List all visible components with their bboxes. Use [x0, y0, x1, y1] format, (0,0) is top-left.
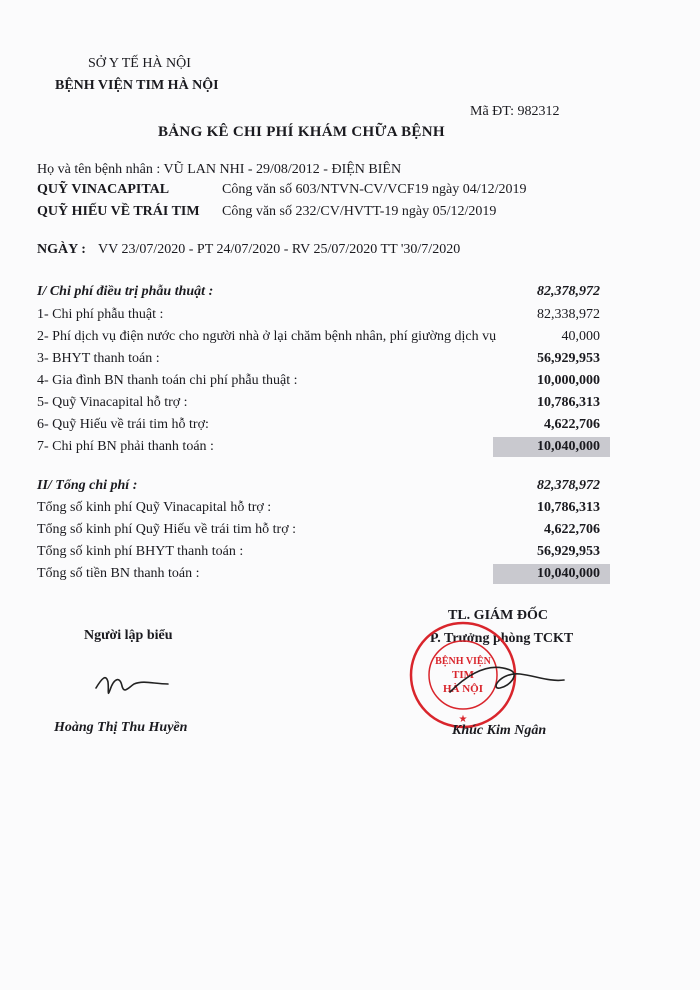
preparer-signature	[92, 668, 172, 704]
table-row	[0, 500, 700, 520]
dates-label: NGÀY :	[37, 242, 86, 257]
fund-vinacapital-name: QUỸ VINACAPITAL	[37, 182, 170, 197]
row-label: 6- Quỹ Hiếu về trái tim hỗ trợ:	[37, 417, 209, 432]
dates-value: VV 23/07/2020 - PT 24/07/2020 - RV 25/07/2020 TT '30/7/2020	[98, 242, 461, 257]
table-row	[0, 329, 700, 349]
row-value: 82,338,972	[537, 307, 600, 322]
patient-info: Họ và tên bệnh nhân : VŨ LAN NHI - 29/08/2012 - ĐIỆN BIÊN	[37, 162, 402, 177]
row-label: 3- BHYT thanh toán :	[37, 351, 160, 366]
table-row	[0, 417, 700, 437]
table-row	[0, 373, 700, 393]
director-name: Khúc Kim Ngân	[452, 723, 547, 738]
row-label: 5- Quỹ Vinacapital hỗ trợ :	[37, 395, 188, 410]
preparer-name: Hoàng Thị Thu Huyền	[54, 720, 188, 735]
row-label: Tổng số kinh phí Quỹ Hiếu về trái tim hỗ trợ :	[37, 522, 296, 537]
row-label: 7- Chi phí BN phải thanh toán :	[37, 439, 214, 454]
department-name: SỞ Y TẾ HÀ NỘI	[88, 56, 191, 71]
row-value: 40,000	[561, 329, 600, 344]
highlight-cell	[493, 564, 610, 584]
row-value: 4,622,706	[544, 522, 600, 537]
row-value: 10,786,313	[537, 395, 600, 410]
row-label: 2- Phí dịch vụ điện nước cho người nhà ở lại chăm bệnh nhân, phí giường dịch vụ	[37, 329, 497, 344]
section2-total: 82,378,972	[537, 478, 600, 493]
page-title: BẢNG KÊ CHI PHÍ KHÁM CHỮA BỆNH	[158, 124, 445, 140]
table-row	[0, 522, 700, 542]
svg-text:TIM: TIM	[452, 669, 474, 681]
section2-header	[0, 478, 700, 498]
row-value: 10,040,000	[537, 439, 600, 454]
table-row	[0, 351, 700, 371]
row-value: 10,786,313	[537, 500, 600, 515]
section1-total: 82,378,972	[537, 284, 600, 299]
row-label: Tổng số tiền BN thanh toán :	[37, 566, 200, 581]
director-title: TL. GIÁM ĐỐC	[448, 608, 548, 623]
section1-title: I/ Chi phí điều trị phẫu thuật :	[37, 284, 214, 299]
row-value: 56,929,953	[537, 544, 600, 559]
director-signature	[440, 652, 570, 712]
row-value: 10,000,000	[537, 373, 600, 388]
row-value: 10,040,000	[537, 566, 600, 581]
hospital-name: BỆNH VIỆN TIM HÀ NỘI	[55, 78, 219, 93]
row-label: 1- Chi phí phẫu thuật :	[37, 307, 164, 322]
document-code: Mã ĐT: 982312	[470, 104, 560, 119]
table-row	[0, 544, 700, 564]
row-value: 56,929,953	[537, 351, 600, 366]
section1-header	[0, 284, 700, 304]
fund-vinacapital-doc: Công văn số 603/NTVN-CV/VCF19 ngày 04/12/2019	[222, 182, 527, 197]
preparer-title: Người lập biểu	[84, 628, 173, 643]
row-label: 4- Gia đình BN thanh toán chi phí phẫu thuật :	[37, 373, 298, 388]
row-label: Tổng số kinh phí BHYT thanh toán :	[37, 544, 244, 559]
svg-text:HÀ NỘI: HÀ NỘI	[442, 683, 484, 695]
svg-text:BỆNH VIỆN: BỆNH VIỆN	[435, 656, 491, 667]
fund-hieu-name: QUỸ HIẾU VỀ TRÁI TIM	[37, 204, 200, 219]
highlight-cell	[493, 437, 610, 457]
fund-hieu-doc: Công văn số 232/CV/HVTT-19 ngày 05/12/2019	[222, 204, 497, 219]
svg-text:★: ★	[458, 714, 468, 725]
table-row	[0, 307, 700, 327]
row-label: Tổng số kinh phí Quỹ Vinacapital hỗ trợ :	[37, 500, 272, 515]
row-value: 4,622,706	[544, 417, 600, 432]
director-subtitle: P. Trưởng phòng TCKT	[430, 631, 574, 646]
section2-title: II/ Tổng chi phí :	[37, 478, 138, 493]
table-row	[0, 395, 700, 415]
